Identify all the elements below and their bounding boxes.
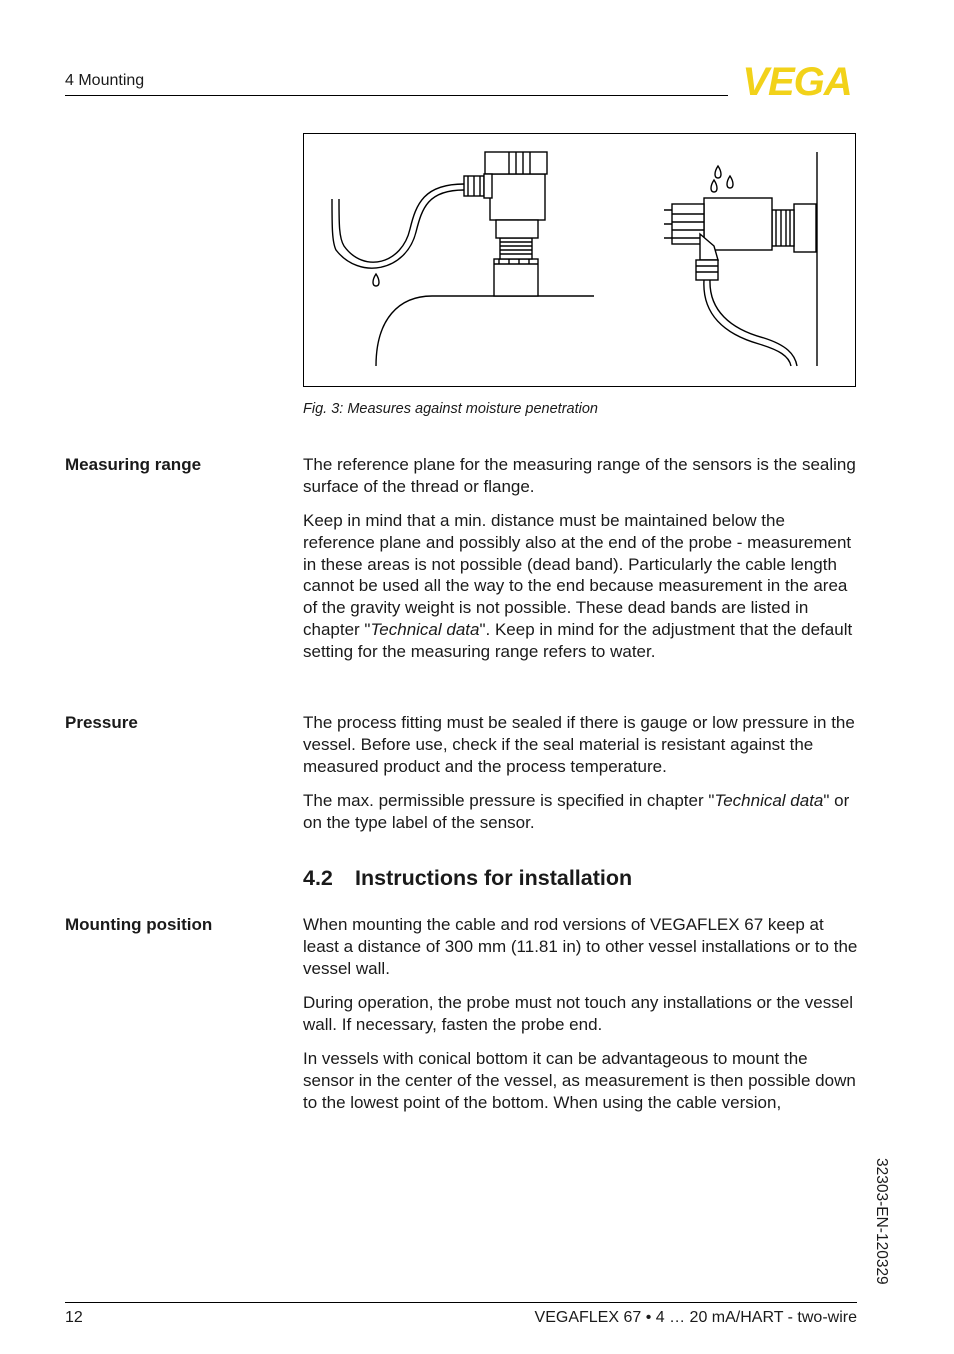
- figure-illustration: [304, 134, 857, 388]
- paragraph-mounting-position-1: When mounting the cable and rod versions of VEGAFLEX 67 keep at least a distance of 300 mm (11.81 in) to other vessel installations or to the vessel wall.: [303, 915, 858, 978]
- paragraph-pressure-1: The process fitting must be sealed if there is gauge or low pressure in the vessel. Before use, check if the seal material is resistant against the measured product and the process temperature.: [303, 713, 855, 776]
- header-rule: [65, 95, 728, 96]
- page-number: 12: [65, 1309, 83, 1326]
- vega-logo: [735, 62, 859, 98]
- figure-moisture-penetration: [303, 133, 856, 387]
- paragraph-measuring-range-1: The reference plane for the measuring range of the sensors is the sealing surface of the thread or flange.: [303, 455, 856, 496]
- water-drop-icon: [711, 180, 717, 192]
- sensor-housing: [490, 174, 545, 220]
- vessel-top-line: [376, 296, 594, 366]
- figure-caption: Fig. 3: Measures against moisture penetration: [303, 401, 598, 417]
- label-mounting-position: Mounting position: [65, 915, 213, 934]
- section-number: 4.2: [303, 866, 333, 890]
- paragraph-pressure-2: The max. permissible pressure is specified in chapter "Technical data" or on the type label of the sensor.: [303, 791, 850, 832]
- cable-gland-down: [696, 260, 718, 280]
- water-drop-icon: [373, 274, 379, 286]
- reference-technical-data: Technical data: [714, 791, 824, 810]
- paragraph-measuring-range-2: Keep in mind that a min. distance must be maintained below the reference plane and possibly also at the end of the probe - measurement in these areas is not possible (dead band). Particularly the cable length cannot be used all the way to the end because measurement in the area of the gravity weight is not possible. These dead bands are listed in chapter "Technical data". Keep in mind for the adjustment that the default setting for the measuring range refers to water.: [303, 511, 853, 661]
- document-code-vertical: 32303-EN-120329: [873, 1158, 890, 1285]
- label-measuring-range: Measuring range: [65, 455, 202, 474]
- reference-technical-data: Technical data: [370, 619, 480, 639]
- paragraph-mounting-position-3: In vessels with conical bottom it can be advantageous to mount the sensor in the center of the vessel, as measurement is then possible down to the lowest point of the bottom. When using the cable version,: [303, 1049, 856, 1112]
- water-drop-icon: [727, 176, 733, 188]
- label-pressure: Pressure: [65, 713, 138, 732]
- footer-document-title: VEGAFLEX 67 • 4 … 20 mA/HART - two-wire: [534, 1309, 857, 1326]
- paragraph-mounting-position-2: During operation, the probe must not touch any installations or the vessel wall. If necessary, fasten the probe end.: [303, 993, 853, 1034]
- section-title: Instructions for installation: [355, 866, 633, 890]
- footer-rule: [65, 1302, 857, 1303]
- logo-text: VEGA: [742, 62, 852, 98]
- water-drop-icon: [715, 166, 721, 178]
- header-section-title: 4 Mounting: [65, 72, 145, 89]
- cable-drip-loop: [339, 184, 464, 262]
- cable-down: [704, 280, 791, 366]
- sensor-housing-side: [704, 198, 772, 250]
- section-heading: [303, 866, 632, 891]
